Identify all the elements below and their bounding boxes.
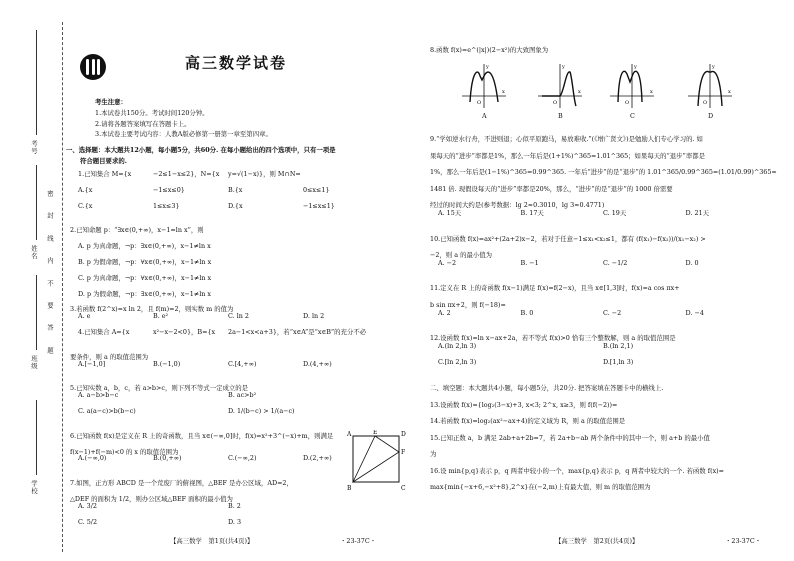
line-text: 14.若函数 f(x)=log₂(ax²−ax+4)的定义域为 R，则 a 的取值范围是 [430, 417, 626, 426]
question-line [430, 143, 780, 160]
svg-text:x: x [502, 89, 505, 95]
answer-option: C. −1/2 [603, 258, 628, 267]
line-text: 经过的时间大约是(参考数据：lg 2≈0.3010，lg 3≈0.4771) [430, 201, 605, 210]
answer-option: B.(0,+∞) [153, 454, 182, 463]
fig-label: E [373, 430, 378, 436]
answer-option: A.[−1,0] [78, 359, 106, 368]
answer-option: A.(ln 2,ln 3) [438, 341, 477, 350]
question-line [430, 392, 780, 409]
question-line [70, 202, 415, 218]
answer-option: 2a−1<x<a+3}，若“x∈A”是“x∈B”的充分不必 [228, 327, 367, 336]
line-text: 二、填空题：本大题共4小题，每小题5分，共20分. 把答案填在答题卡中的横线上. [430, 383, 664, 392]
question-line [430, 408, 780, 425]
line-text: 9.“学如逆水行舟，不进则退；心似平原跑马，易放难收.”(《增广贤文》)是勉励人们专心学习的. 如 [430, 135, 703, 143]
graph-option-label: C [630, 112, 635, 120]
answer-option: D. 0 [685, 258, 699, 267]
answer-option: C. −2 [603, 308, 622, 317]
question-line [430, 259, 780, 276]
answer-option: A. −2 [438, 258, 457, 267]
exam-no-label: 考号 [30, 140, 38, 155]
binding-line [62, 22, 63, 552]
seal-char: 要 [46, 302, 54, 315]
note-item: 1.本试卷共150分。考试时间120分钟。 [95, 109, 209, 117]
answer-option: C.[4,+∞) [228, 359, 257, 368]
note-item: 3.本试卷主要考试内容：人教A版必修第一册第一章至第四章。 [95, 130, 272, 138]
question-line [70, 249, 415, 265]
answer-option: D.(4,+∞) [303, 359, 332, 368]
seal-char: 线 [46, 234, 54, 248]
question-line [430, 458, 780, 475]
line-text: b sin πx+2，则 f(−18)= [430, 300, 506, 309]
class-label: 班级 [30, 355, 38, 370]
svg-text:x: x [728, 89, 731, 95]
answer-option: 0≤x≤1} [303, 185, 330, 194]
answer-option: D.(2,+∞) [303, 454, 332, 463]
line-text: 1%，那么一年后是(1−1%)^365=0.99^365. 一年后“进步”的是“退步”的 1.01^365/0.99^365=(1.01/0.99)^365≈ [430, 168, 777, 177]
answer-option: D.{x [228, 201, 243, 210]
school-blank[interactable] [36, 400, 37, 475]
line-text: 13.设函数 f(x)={log₂(3−x)+3, x<3; 2^x, x≥3，则 f(f(−2))= [430, 400, 618, 409]
line-text: 11.定义在 R 上的奇函数 f(x−1)满足 f(x)=f(2−x)，且当 x∈[1,3]时，f(x)=a cos πx+ [430, 284, 680, 293]
answer-option: B.{x [228, 185, 243, 194]
name-label: 姓名 [30, 245, 38, 260]
line-text: D. p 为假命题，¬p：∃x∈(0,+∞)，x−1≠ln x [78, 289, 211, 298]
question-line [70, 265, 415, 281]
note-item: 2.请将各题答案填写在答题卡上。 [95, 119, 191, 128]
footer-left: 【高三数学 第1页(共4页)】 [170, 537, 254, 545]
answer-option: C.[ln 2,ln 3) [438, 358, 477, 367]
answer-option: D. 21天 [685, 208, 709, 217]
footer-right: 【高三数学 第2页(共4页)】 [555, 537, 639, 545]
line-text: 15.已知正数 a，b 满足 2ab+a+2b=7，若 2a+b−ab 两个条件中的其中一个，则 a+b 的最小值 [430, 433, 710, 442]
question-line [70, 170, 415, 186]
svg-text:y: y [562, 64, 565, 70]
line-text: 10.已知函数 f(x)=ax²+(2a+2)x−2，若对于任意−1≤x₁<x₂≤1，都有 (f(x₁)−f(x₂))/(x₁−x₂) > [430, 234, 706, 243]
line-text: B. p 为假命题，¬p：∀x∈(0,+∞)，x−1≠ln x [78, 257, 212, 266]
notes-list [95, 109, 272, 141]
answer-option: −2≤1−x≤2}，N={x [153, 170, 220, 178]
question-line [70, 391, 415, 407]
seal-char: 题 [46, 346, 54, 360]
answer-option: 1.已知集合 M={x [78, 170, 132, 178]
question-line [430, 441, 780, 458]
line-text: 12.设函数 f(x)=ln x−ax+2a，若不等式 f(x)>0 恰有三个整数解，则 a 的取值范围是 [430, 334, 676, 343]
line-text: −2，则 a 的最小值为 [430, 251, 493, 260]
question-line [70, 186, 415, 202]
svg-text:y: y [486, 64, 489, 70]
svg-text:y: y [712, 64, 715, 70]
svg-text:O: O [477, 100, 482, 106]
line-text: 2.已知命题 p：“∃x∈(0,+∞)，x−1=ln x”，则 [70, 226, 204, 235]
school-label: 学校 [30, 480, 38, 495]
line-text: 3.若函数 f(2^x)=x ln 2，且 f(m)=2，则实数 m 的值为 [70, 305, 234, 314]
question-line [70, 344, 415, 360]
seal-char: 答 [46, 324, 54, 337]
answer-option: A.{x [78, 185, 93, 194]
answer-option: B. −1 [520, 258, 539, 267]
answer-option: A. 3/2 [78, 501, 97, 510]
answer-option: B. 17天 [520, 208, 544, 217]
answer-option: C. ln 2 [228, 312, 249, 321]
svg-text:O: O [703, 100, 708, 106]
answer-option: B.(−1,0) [153, 359, 181, 368]
answer-option: A.(−∞,0) [78, 454, 107, 463]
line-text: 1481 倍. 现假设每天的“进步”率都是20%，那么，“进步”的是“退步”的 1000 倍需要 [430, 184, 673, 193]
seal-char: 封 [46, 212, 54, 225]
fig-label: A [347, 431, 352, 438]
section1-title: 一、选择题：本大题共12小题，每小题5分，共60分. 在每小题给出的四个选项中，只有一项是 [66, 146, 336, 154]
answer-option: C.{x [78, 201, 93, 210]
answer-option: D. −4 [685, 308, 704, 317]
answer-option: 1≤x≤3} [153, 201, 180, 210]
svg-text:x: x [578, 89, 581, 95]
question-line [430, 226, 780, 243]
line-text: f(x−1)+f(−m)<0 的 x 的取值范围为 [70, 447, 179, 456]
question-line [70, 281, 415, 297]
footer-right-code: ・23-37C・ [725, 537, 762, 545]
answer-option: A. 2 [438, 308, 451, 317]
section1-title2: 符合题目要求的. [80, 157, 127, 165]
right-column [430, 126, 780, 491]
line-text: △DEF 的面积为 1/2，则办公区域△BEF 面积的最小值为 [70, 494, 233, 503]
answer-option: B. 2 [228, 501, 241, 510]
name-blank[interactable] [36, 165, 37, 240]
answer-option: D. ln 2 [303, 312, 325, 321]
answer-option: B. ac>b² [228, 391, 257, 400]
answer-option: 4.已知集合 A={x [78, 327, 130, 336]
answer-option: A. 15天 [438, 208, 462, 217]
question-line [70, 312, 415, 328]
question-line [430, 275, 780, 292]
footer-left-code: ・23-37C・ [340, 537, 377, 545]
question-line [430, 325, 780, 342]
seal-text [46, 190, 55, 369]
answer-option: D. 1/(b−c) > 1/(a−c) [228, 406, 295, 415]
line-text: C. p 为真命题，¬p：∀x∈(0,+∞)，x−1≠ln x [78, 273, 212, 282]
graph-option [688, 62, 734, 110]
question-line [70, 217, 415, 233]
fig-label: F [401, 449, 406, 456]
question-line [430, 209, 780, 226]
question-line [70, 502, 415, 518]
graph-option [462, 62, 508, 110]
answer-option: −1≤x≤1} [303, 201, 335, 210]
line-text: 6.已知函数 f(x)是定义在 R 上的奇函数，且当 x∈(−∞,0]时，f(x)=x²+3^(−x)+m，则满足 [70, 431, 334, 440]
question-line [430, 309, 780, 326]
question-line [430, 159, 780, 176]
publisher-logo [80, 54, 106, 80]
answer-option: C. 5/2 [78, 517, 98, 526]
question-line [70, 233, 415, 249]
seal-char: 不 [46, 279, 54, 293]
question-line [430, 292, 780, 309]
exam-no-blank[interactable] [36, 30, 37, 135]
graph-option-label: D [708, 112, 714, 120]
question-line [430, 342, 780, 359]
answer-option: C. a(a−c)>b(b−c) [78, 406, 136, 415]
question-line [70, 296, 415, 312]
class-blank[interactable] [36, 275, 37, 350]
question-line [430, 176, 780, 193]
graph-option [610, 62, 656, 110]
answer-option: A. e [78, 312, 91, 321]
line-text: max{min{−x+6,−x²+8},2^x}在(−2,m)上有最大值，则 m 的取值范围为 [430, 483, 651, 492]
question-line [70, 518, 415, 534]
answer-option: A. a−b>b−c [78, 391, 119, 400]
question-line [70, 375, 415, 391]
line-text: 果每天的“进步”率都是1%，那么一年后是(1+1%)^365=1.01^365；如果每天的“退步”率都是 [430, 151, 705, 160]
question-line [430, 375, 780, 392]
question-line [430, 126, 780, 143]
svg-text:y: y [634, 64, 637, 70]
question-line [70, 407, 415, 423]
page-title: 高三数学试卷 [185, 54, 288, 72]
fig-label: C [401, 485, 406, 492]
graph-option [538, 62, 584, 110]
answer-option: x²−x−2<0}，B={x [153, 327, 216, 336]
question-line [430, 358, 780, 375]
q8-text: 8.函数 f(x)=e^(|x|)(2−x²)的大致图象为 [430, 46, 549, 54]
graph-option-label: B [558, 112, 563, 120]
fig-label: D [401, 431, 406, 438]
answer-option: C.(−∞,2) [228, 454, 257, 463]
svg-text:x: x [650, 89, 653, 95]
answer-option: −1≤x≤0} [153, 185, 185, 194]
seal-char: 内 [46, 257, 54, 270]
seal-char: 密 [46, 190, 54, 203]
answer-option: B.(ln 2,1) [603, 341, 634, 350]
answer-option: y=√(1−x)}，则 M∩N= [228, 170, 301, 178]
line-text: 为 [430, 450, 437, 459]
line-text: 5.已知实数 a，b，c，若 a>b>c，则下列不等式一定成立的是 [70, 384, 249, 393]
question-line [70, 360, 415, 376]
question-line [70, 328, 415, 344]
graph-option-label: A [482, 112, 487, 120]
question-line [430, 242, 780, 259]
question-line [430, 425, 780, 442]
question-line [430, 192, 780, 209]
line-text: 要条件，则 a 的取值范围为 [70, 352, 149, 361]
line-text: A. p 为真命题，¬p：∃x∈(0,+∞)，x−1≠ln x [78, 242, 211, 251]
line-text: 16.设 min{p,q}表示 p，q 两者中较小的一个，max{p,q}表示 p，q 两者中较大的一个. 若函数 f(x)= [430, 466, 725, 475]
answer-option: C. 19天 [603, 208, 627, 217]
notes-title: 考生注意： [95, 98, 127, 106]
answer-option: D. 3 [228, 517, 242, 526]
svg-text:O: O [625, 100, 630, 106]
answer-option: B. e² [153, 312, 169, 321]
question-line [430, 474, 780, 491]
answer-option: D.[1,ln 3) [603, 358, 634, 367]
answer-option: B. 0 [520, 308, 534, 317]
line-text: 7.如图，正方形 ABCD 是一个荒废厂的俯视图，△BEF 是办公区域，AD=2， [70, 479, 293, 488]
svg-text:O: O [553, 100, 558, 106]
square-figure [345, 430, 407, 492]
fig-label: B [347, 485, 352, 492]
